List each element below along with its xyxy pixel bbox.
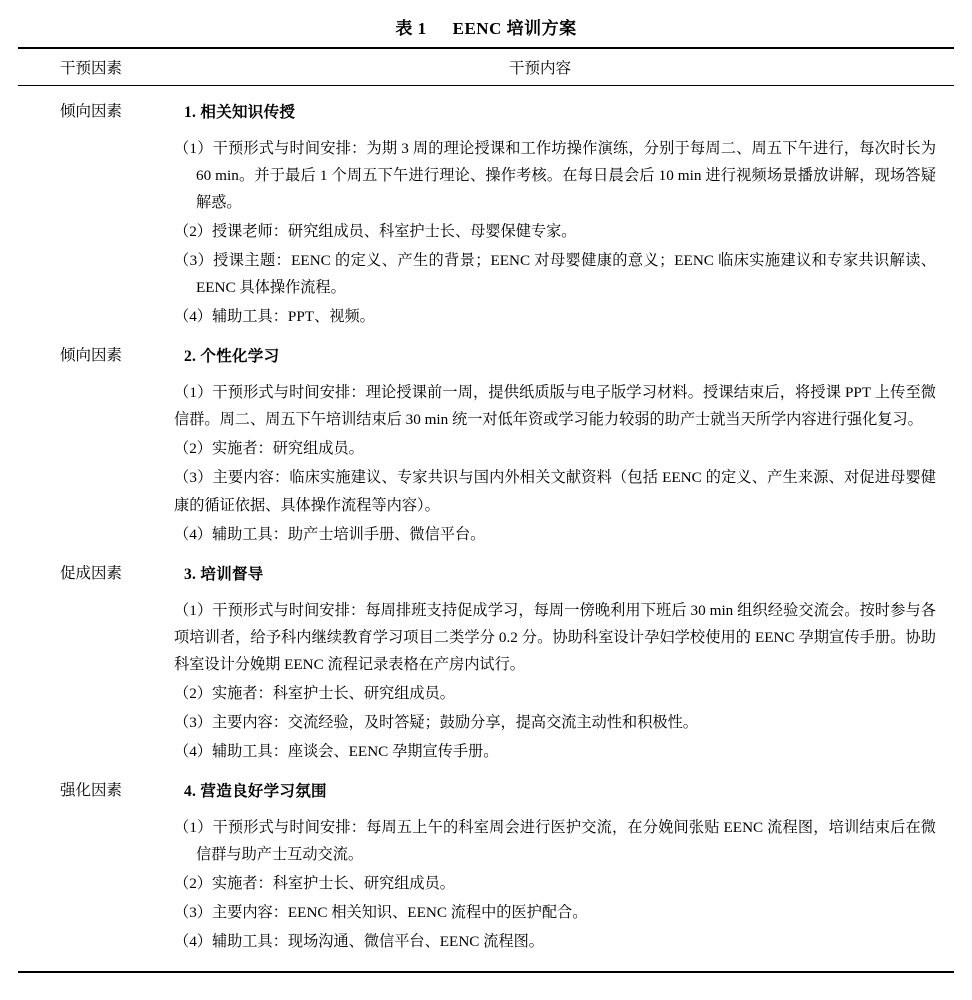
table-header-row bbox=[18, 49, 954, 85]
table-title: EENC 培训方案 bbox=[452, 19, 577, 38]
row-paragraph: （3）授课主题：EENC 的定义、产生的背景；EENC 对母婴健康的意义；EENC 临床实施建议和专家共识解读、EENC 具体操作流程。 bbox=[174, 252, 936, 297]
table-row bbox=[18, 332, 954, 549]
row-paragraph: （4）辅助工具：PPT、视频。 bbox=[174, 308, 375, 326]
row-item-title: 1. 相关知识传授 bbox=[184, 104, 296, 121]
table-caption bbox=[18, 10, 954, 47]
row-item-title: 2. 个性化学习 bbox=[184, 348, 280, 366]
row-paragraph: （2）实施者：研究组成员。 bbox=[174, 440, 364, 458]
table-row bbox=[18, 86, 954, 332]
row-factor: 强化因素 bbox=[60, 781, 123, 799]
row-paragraph: （2）实施者：科室护士长、研究组成员。 bbox=[174, 874, 455, 892]
row-paragraph: （4）辅助工具：助产士培训手册、微信平台。 bbox=[174, 525, 486, 543]
row-factor: 倾向因素 bbox=[60, 103, 123, 120]
row-factor: 促成因素 bbox=[60, 564, 123, 582]
row-paragraph: （2）实施者：科室护士长、研究组成员。 bbox=[174, 684, 455, 702]
table-row bbox=[18, 550, 954, 767]
row-paragraph: （1）干预形式与时间安排：理论授课前一周，提供纸质版与电子版学习材料。授课结束后，将授课 PPT 上传至微信群。周二、周五下午培训结束后 30 min 统一对低年资或学习能力较弱的助产士就当天所学内容进行强化复习。 bbox=[174, 384, 936, 429]
column-header-content: 干预内容 bbox=[508, 60, 571, 77]
row-paragraph: （3）主要内容：交流经验，及时答疑；鼓励分享，提高交流主动性和积极性。 bbox=[174, 713, 698, 731]
row-content bbox=[166, 100, 954, 332]
row-paragraph: （2）授课老师：研究组成员、科室护士长、母婴保健专家。 bbox=[174, 223, 577, 241]
row-paragraph: （1）干预形式与时间安排：为期 3 周的理论授课和工作坊操作演练，分别于每周二、周五下午进行，每次时长为 60 min。并于最后 1 个周五下午进行理论、操作考核。在每日晨会后 10 min 进行视频场景播放讲解，现场答疑解惑。 bbox=[174, 140, 936, 212]
row-factor: 倾向因素 bbox=[60, 347, 123, 365]
row-paragraph: （1）干预形式与时间安排：每周五上午的科室周会进行医护交流，在分娩间张贴 EENC 流程图，培训结束后在微信群与助产士互动交流。 bbox=[174, 818, 936, 863]
row-paragraph: （4）辅助工具：座谈会、EENC 孕期宣传手册。 bbox=[174, 742, 499, 760]
row-paragraph: （3）主要内容：临床实施建议、专家共识与国内外相关文献资料（包括 EENC 的定义、产生来源、对促进母婴健康的循证依据、具体操作流程等内容）。 bbox=[174, 469, 936, 514]
row-paragraph: （1）干预形式与时间安排：每周排班支持促成学习，每周一傍晚利用下班后 30 min 组织经验交流会。按时参与各项培训者，给予科内继续教育学习项目二类学分 0.2 分。协助科室设计孕妇学校使用的 EENC 孕期宣传手册。协助科室设计分娩期 EENC 流程记录表格在产房内试行。 bbox=[174, 601, 936, 673]
row-content bbox=[166, 779, 954, 957]
table-bottom-rule bbox=[18, 971, 954, 973]
table-number: 表 1 bbox=[395, 19, 427, 38]
table-row bbox=[18, 767, 954, 957]
column-header-factor: 干预因素 bbox=[60, 60, 123, 77]
row-content bbox=[166, 562, 954, 767]
row-paragraph: （4）辅助工具：现场沟通、微信平台、EENC 流程图。 bbox=[174, 933, 544, 951]
row-item-title: 4. 营造良好学习氛围 bbox=[184, 782, 327, 800]
row-item-title: 3. 培训督导 bbox=[184, 565, 264, 583]
row-content bbox=[166, 344, 954, 549]
row-paragraph: （3）主要内容：EENC 相关知识、EENC 流程中的医护配合。 bbox=[174, 904, 588, 922]
